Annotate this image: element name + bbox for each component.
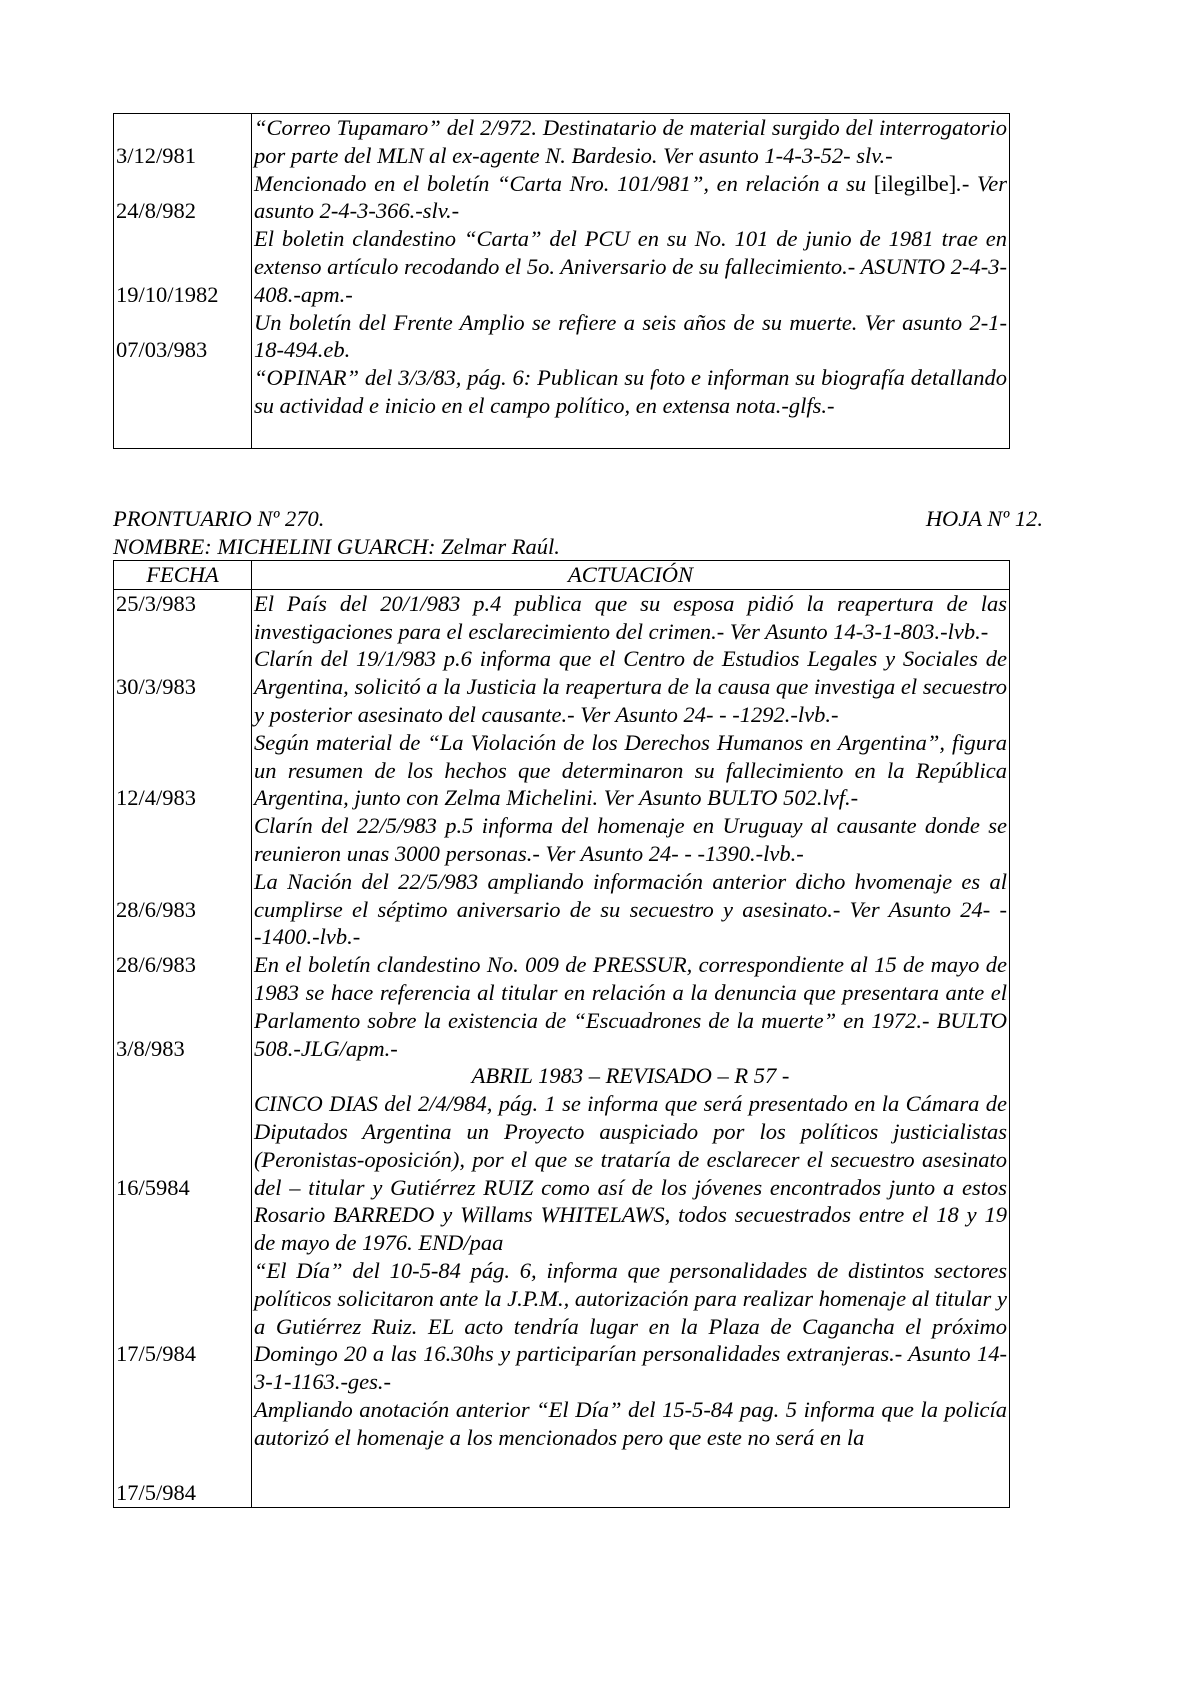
date-line <box>116 812 249 840</box>
record-entry <box>254 1090 1007 1257</box>
date-line: 24/8/982 <box>116 198 197 224</box>
date-line <box>116 757 249 785</box>
date-line: 30/3/983 <box>116 674 197 700</box>
date-line <box>116 1090 249 1118</box>
date-line: 25/3/983 <box>116 590 197 616</box>
date-line: 19/10/1982 <box>116 281 219 307</box>
date-line: 28/6/983 <box>116 896 197 922</box>
date-line <box>116 645 249 673</box>
date-line <box>116 1396 249 1424</box>
date-line <box>116 1229 249 1257</box>
date-line <box>116 392 249 420</box>
table-row <box>114 114 1010 449</box>
review-note: ABRIL 1983 – REVISADO – R 57 - <box>471 1063 790 1089</box>
header-line <box>113 505 1043 533</box>
date-line <box>116 840 249 868</box>
entry-text: .- Ver asunto 2-4-3-366.-slv.- <box>254 170 1007 224</box>
hoja-number: HOJA Nº 12. <box>925 506 1043 531</box>
date-line <box>116 1285 249 1313</box>
date-line <box>116 1452 249 1480</box>
date-line <box>116 420 249 448</box>
table-row <box>114 589 1010 1507</box>
table-header-row <box>114 561 1010 590</box>
records-table <box>113 560 1010 1508</box>
record-entry: “OPINAR” del 3/3/83, pág. 6: Publican su foto e informan su biografía detallando su actividad e inicio en el campo político, en extensa nota.-glfs.- <box>254 365 1007 418</box>
date-line: 3/8/983 <box>116 1035 185 1061</box>
date-line: 28/6/983 <box>116 952 197 978</box>
date-line <box>116 979 249 1007</box>
date-line <box>116 701 249 729</box>
date-column <box>114 589 252 1507</box>
date-line <box>116 923 249 951</box>
date-line <box>116 225 249 253</box>
date-line <box>116 114 249 142</box>
date-line <box>116 364 249 392</box>
record-entry <box>254 170 1007 226</box>
record-entry: “Correo Tupamaro” del 2/972. Destinatario de material surgido del interrogatorio por parte del MLN al ex-agente N. Bardesio. Ver asunto 1-4-3-52- slv.- <box>254 115 1007 168</box>
entry-comma: , <box>664 1202 671 1228</box>
fecha-header: FECHA <box>114 561 252 590</box>
date-line <box>116 170 249 198</box>
record-entry: Según material de “La Violación de los Derechos Humanos en Argentina”, figura un resumen de los hechos que determinaron su fallecimiento en la República Argentina, junto con Zelma Michelini. Ver Asunto BULTO 502.lvf.- <box>254 729 1007 811</box>
entry-text: todos secuestrados entre el 18 y 19 de mayo de 1976. END/paa <box>254 1202 1007 1256</box>
date-line <box>116 1146 249 1174</box>
record-entry: Clarín del 22/5/983 p.5 informa del homenaje en Uruguay al causante donde se reunieron unas 3000 personas.- Ver Asunto 24- - -1390.-lvb.- <box>254 813 1007 866</box>
actuacion-column <box>252 114 1010 449</box>
date-line: 17/5/984 <box>116 1341 197 1367</box>
date-line <box>116 309 249 337</box>
date-line <box>116 1201 249 1229</box>
record-entry: El boletin clandestino “Carta” del PCU en su No. 101 de junio de 1981 trae en extenso artículo recodando el 5o. Aniversario de su fallecimiento.- ASUNTO 2-4-3-408.-apm.- <box>254 226 1007 307</box>
entry-text: CINCO DIAS del 2/4/984, pág. 1 se informa que será presentado en la Cámara de Diputados Argentina un Proyecto auspiciado por los políticos justicialistas (Peronistas-oposición), por el que se trataría de esclarecer el secuestro asesinato del – titular y Gutiérrez RUIZ como así de los jóvenes encontrados junto a estos Rosario BARREDO y Willams WHITELAWS <box>254 1091 1007 1228</box>
actuacion-column <box>252 589 1010 1507</box>
date-line <box>116 1007 249 1035</box>
date-line <box>116 868 249 896</box>
date-line <box>116 729 249 757</box>
record-entry: “El Día” del 10-5-84 pág. 6, informa que personalidades de distintos sectores políticos solicitaron ante la J.P.M., autorización para realizar homenaje al titular y a Gutiérrez Ruiz. EL acto tendría lugar en la Plaza de Cagancha el próximo Domingo 20 a las 16.30hs y participarían personalidades extranjeras.- Asunto 14-3-1-1163.-ges.- <box>254 1257 1007 1395</box>
records-table-continuation <box>113 113 1010 449</box>
date-column <box>114 114 252 449</box>
date-line <box>116 618 249 646</box>
record-entry: Clarín del 19/1/983 p.6 informa que el Centro de Estudios Legales y Sociales de Argentina, solicitó a la Justicia la reapertura de la causa que investiga el secuestro y posterior asesinato del causante.- Ver Asunto 24- - -1292.-lvb.- <box>254 646 1007 727</box>
prontuario-number: PRONTUARIO Nº 270. <box>113 506 325 531</box>
actuacion-header: ACTUACIÓN <box>252 561 1010 590</box>
record-entry: Ampliando anotación anterior “El Día” del 15-5-84 pag. 5 informa que la policía autorizó el homenaje a los mencionados pero que este no será en la <box>254 1396 1007 1450</box>
date-line: 16/5984 <box>116 1174 190 1200</box>
entry-text: Mencionado en el boletín “Carta Nro. 101/981”, en relación a su <box>254 170 874 196</box>
date-line: 3/12/981 <box>116 142 197 168</box>
record-entry: La Nación del 22/5/983 ampliando información anterior dicho hvomenaje es al cumplirse el séptimo aniversario de su secuestro y asesinato.- Ver Asunto 24- - -1400.-lvb.- <box>254 868 1007 950</box>
subject-name: NOMBRE: MICHELINI GUARCH: Zelmar Raúl. <box>113 534 560 559</box>
date-line <box>116 1424 249 1452</box>
date-line <box>116 1118 249 1146</box>
date-line: 12/4/983 <box>116 785 197 811</box>
record-entry: En el boletín clandestino No. 009 de PRESSUR, correspondiente al 15 de mayo de 1983 se hace referencia al titular en relación a la denuncia que presentara ante el Parlamento sobre la existencia de “Escuadrones de la muerte” en 1972.- BULTO 508.-JLG/apm.- <box>254 952 1007 1061</box>
record-entry: El País del 20/1/983 p.4 publica que su esposa pidió la reapertura de las investigaciones para el esclarecimiento del crimen.- Ver Asunto 14-3-1-803.-lvb.- <box>254 590 1007 644</box>
date-line <box>116 253 249 281</box>
date-line <box>116 1062 249 1090</box>
date-line <box>116 1257 249 1285</box>
date-line <box>116 1313 249 1341</box>
date-line <box>116 1368 249 1396</box>
date-line: 17/5/984 <box>116 1480 197 1506</box>
record-entry: Un boletín del Frente Amplio se refiere a seis años de su muerte. Ver asunto 2-1-18-494.eb. <box>254 309 1007 363</box>
illegible-mark: [ilegilbe] <box>873 170 957 196</box>
date-line: 07/03/983 <box>116 337 208 363</box>
